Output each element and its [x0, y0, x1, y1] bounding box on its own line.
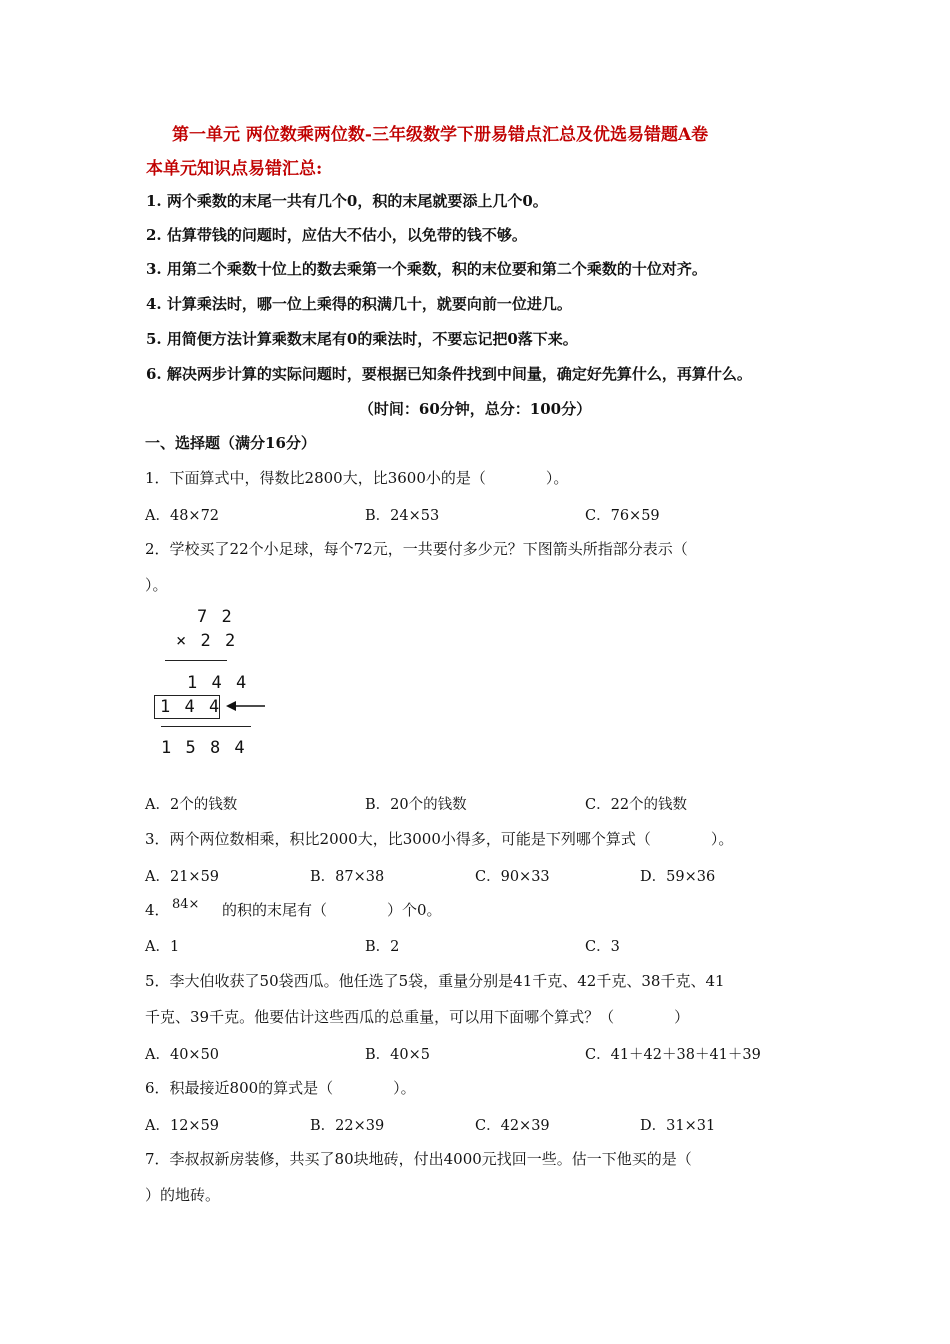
section-subtitle: 本单元知识点易错汇总:: [146, 159, 323, 179]
question-3-text: 3．两个两位数相乘，积比2000大，比3000小得多，可能是下列哪个算式（ ）。: [145, 830, 734, 848]
question-6-text: 6．积最接近800的算式是（ ）。: [145, 1079, 416, 1097]
q6-option-c[interactable]: C．42×39: [475, 1118, 550, 1134]
knowledge-point-5: 5. 用简便方法计算乘数末尾有0的乘法时，不要忘记把0落下来。: [146, 330, 578, 348]
q4-option-c[interactable]: C．3: [585, 939, 620, 955]
question-7-line2: ）的地砖。: [145, 1186, 221, 1204]
q3-option-c[interactable]: C．90×33: [475, 869, 550, 885]
q3-option-a[interactable]: A．21×59: [145, 869, 220, 885]
q5-option-b[interactable]: B．40×5: [365, 1047, 430, 1063]
calc-result: 1 5 8 4: [161, 738, 247, 758]
question-4-expression: 84×: [172, 897, 200, 912]
q2-option-c[interactable]: C．22个的钱数: [585, 797, 688, 813]
question-2-line2: ）。: [145, 576, 168, 594]
q2-option-a[interactable]: A．2个的钱数: [145, 797, 238, 813]
q6-option-b[interactable]: B．22×39: [310, 1118, 385, 1134]
q3-option-d[interactable]: D．59×36: [640, 869, 716, 885]
knowledge-point-1: 1. 两个乘数的末尾一共有几个0，积的末尾就要添上几个0。: [146, 192, 548, 210]
calc-boxed-partial-product: [154, 695, 220, 719]
question-2-line1: 2．学校买了22个小足球，每个72元，一共要付多少元？下图箭头所指部分表示（: [145, 540, 688, 558]
q4-option-b[interactable]: B．2: [365, 939, 400, 955]
q6-option-a[interactable]: A．12×59: [145, 1118, 220, 1134]
calc-row-multiplicand: 7 2: [197, 607, 234, 627]
calc-divider-1: [165, 660, 227, 661]
q1-option-a[interactable]: A．48×72: [145, 508, 220, 524]
q1-option-c[interactable]: C．76×59: [585, 508, 660, 524]
calc-partial-product-2: 1 4 4: [160, 697, 222, 717]
doc-title: 第一单元 两位数乘两位数-三年级数学下册易错点汇总及优选易错题A卷: [172, 125, 709, 145]
question-4-prefix: 4．: [145, 901, 170, 919]
q1-option-b[interactable]: B．24×53: [365, 508, 440, 524]
knowledge-point-6: 6. 解决两步计算的实际问题时，要根据已知条件找到中间量，确定好先算什么，再算什么。: [146, 365, 752, 383]
q5-option-a[interactable]: A．40×50: [145, 1047, 220, 1063]
knowledge-point-4: 4. 计算乘法时，哪一位上乘得的积满几十，就要向前一位进几。: [146, 295, 572, 313]
knowledge-point-3: 3. 用第二个乘数十位上的数去乘第一个乘数，积的末位要和第二个乘数的十位对齐。: [146, 260, 707, 278]
q5-option-c[interactable]: C．41＋42＋38＋41＋39: [585, 1047, 761, 1063]
q2-option-b[interactable]: B．20个的钱数: [365, 797, 467, 813]
question-4-text: 的积的末尾有（ ）个0。: [222, 901, 442, 919]
multiplication-figure: [145, 605, 275, 765]
q6-option-d[interactable]: D．31×31: [640, 1118, 716, 1134]
arrow-left-icon: [225, 698, 267, 714]
time-info: （时间：60分钟，总分：100分）: [358, 400, 592, 418]
calc-row-multiplier: × 2 2: [176, 631, 238, 651]
question-7-line1: 7．李叔叔新房装修，共买了80块地砖，付出4000元找回一些。估一下他买的是（: [145, 1150, 692, 1168]
section-heading: 一、选择题（满分16分）: [145, 434, 316, 452]
q3-option-b[interactable]: B．87×38: [310, 869, 385, 885]
q4-option-a[interactable]: A．1: [145, 939, 180, 955]
knowledge-point-2: 2. 估算带钱的问题时，应估大不估小，以免带的钱不够。: [146, 226, 527, 244]
question-5-line1: 5．李大伯收获了50袋西瓜。他任选了5袋，重量分别是41千克、42千克、38千克、41: [145, 972, 725, 990]
question-1-text: 1．下面算式中，得数比2800大，比3600小的是（ ）。: [145, 469, 569, 487]
calc-partial-product-1: 1 4 4: [187, 673, 249, 693]
calc-divider-2: [161, 726, 251, 727]
question-5-line2: 千克、39千克。他要估计这些西瓜的总重量，可以用下面哪个算式？（ ）: [145, 1008, 690, 1026]
